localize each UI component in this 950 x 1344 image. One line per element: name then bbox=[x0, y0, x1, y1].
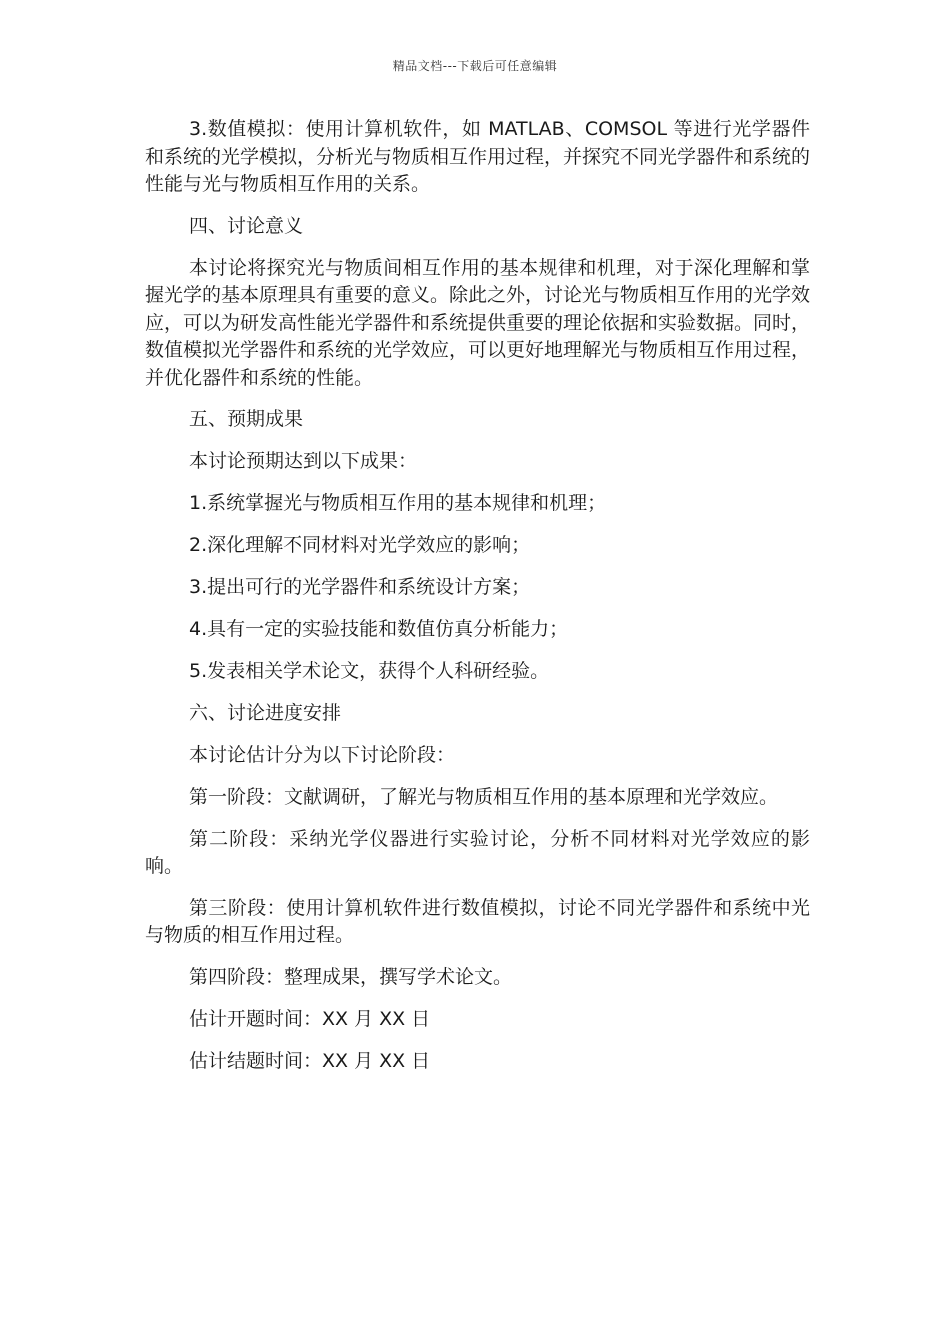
paragraph-stage-1: 第一阶段：文献调研，了解光与物质相互作用的基本原理和光学效应。 bbox=[189, 786, 779, 808]
paragraph-significance: 本讨论将探究光与物质间相互作用的基本规律和机理，对于深化理解和掌握光学的基本原理具有重要的意义。除此之外，讨论光与物质相互作用的光学效应，可以为研发高性能光学器件和系统提供重要的理论依据和实验数据。同时，数值模拟光学器件和系统的光学效应，可以更好地理解光与物质相互作用过程，并优化器件和系统的性能。 bbox=[145, 256, 811, 389]
paragraph-stage-2: 第二阶段：采纳光学仪器进行实验讨论，分析不同材料对光学效应的影响。 bbox=[145, 827, 810, 877]
list-item-result-5: 5.发表相关学术论文，获得个人科研经验。 bbox=[189, 660, 550, 682]
list-item-result-3: 3.提出可行的光学器件和系统设计方案； bbox=[189, 576, 531, 598]
document-body bbox=[145, 116, 810, 1090]
section-heading-expected-results: 五、预期成果 bbox=[189, 408, 304, 430]
list-item-result-2: 2.深化理解不同材料对光学效应的影响； bbox=[189, 534, 531, 556]
paragraph-stage-4: 第四阶段：整理成果，撰写学术论文。 bbox=[189, 965, 513, 988]
section-heading-schedule: 六、讨论进度安排 bbox=[189, 702, 342, 724]
page-header: 精品文档---下载后可任意编辑 bbox=[392, 59, 558, 73]
paragraph-end-date: 估计结题时间：XX 月 XX 日 bbox=[189, 1049, 431, 1072]
paragraph-stage-3: 第三阶段：使用计算机软件进行数值模拟，讨论不同光学器件和系统中光与物质的相互作用过程。 bbox=[145, 896, 810, 946]
list-item-result-4: 4.具有一定的实验技能和数值仿真分析能力； bbox=[189, 618, 569, 640]
section-heading-significance: 四、讨论意义 bbox=[189, 214, 304, 237]
paragraph-start-date: 估计开题时间：XX 月 XX 日 bbox=[189, 1007, 431, 1030]
paragraph-results-intro: 本讨论预期达到以下成果： bbox=[189, 450, 418, 472]
paragraph-schedule-intro: 本讨论估计分为以下讨论阶段： bbox=[189, 744, 456, 766]
paragraph-numerical-simulation: 3.数值模拟：使用计算机软件，如 MATLAB、COMSOL 等进行光学器件和系统的光学模拟，分析光与物质相互作用过程，并探究不同光学器件和系统的性能与光与物质相互作用的关系。 bbox=[145, 118, 811, 195]
list-item-result-1: 1.系统掌握光与物质相互作用的基本规律和机理； bbox=[189, 492, 607, 514]
